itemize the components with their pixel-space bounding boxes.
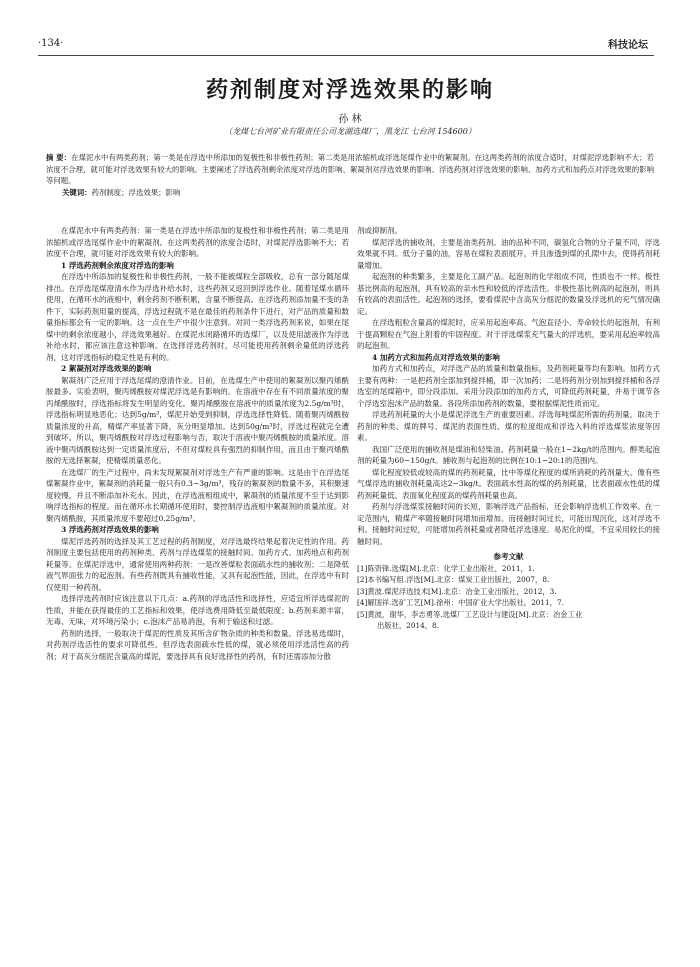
body-paragraph: 煤化程度较低或较高的煤的药剂耗量，比中等煤化程度的煤所消耗的药剂量大。像有些气煤浮选的捕收剂耗量高达2~3kg/t。表面疏水性高的煤的药剂耗量，比表面疏水性低的煤药剂耗量低。表面氧化程度高的煤药剂耗量也高。 [357,467,660,500]
body-paragraph: 加药方式和加药点，对浮选产品的质量和数量指标，及药剂耗量等均有影响。加药方式主要有两种：一是把药剂全部加到搅拌桶，即一次加药；二是将药剂分别加到搅拌桶和各浮选室的尾煤箱中，即分段添加。采用分段添加的加药方式，可降低药剂耗量，并易于调节各个浮选室泡沫产品的数量。各段所添加药剂的数量，要根据煤泥性质而定。 [357,364,660,408]
body-paragraph: 絮凝剂广泛应用于浮选尾煤的澄清作业。目前，在选煤生产中使用的絮凝剂以聚丙烯酰胺最多。实验表明，聚丙烯酰胺对煤泥浮选是有影响的。在溶液中存在有不同质量浓度的聚丙烯酰胺时，浮选指标将发生明显的变化。聚丙烯酰胺在溶液中的质量浓度为2.5g/m³时，浮选指标明显地恶化；达到5g/m³，煤泥开始受到抑制，浮选选择性降低。随着聚丙烯酰胺质量浓度的升高，精煤产率显著下降，灰分明显增加。达到50g/m³时，浮选过程就完全遭到破坏。所以，聚丙烯酰胺对浮选过程影响与否，取决于溶液中聚丙烯酰胺的质量浓度。溶液中聚丙烯酰胺达到一定质量浓度后，不但对煤粒具有强烈的抑制作用，而且由于聚丙烯酰胺的无选择絮凝，使精煤质量恶化。 [46,375,349,465]
reference-item [357,609,660,632]
reference-item [357,563,660,575]
abstract [46,152,654,187]
reference-text: [3]黄波.煤泥浮选技术[M].北京：冶金工业出版社，2012，3. [357,586,557,596]
reference-text: [4]解国祥.选矿工艺[M].徐州：中国矿业大学出版社，2011，7. [357,598,564,607]
abstract-block [46,152,654,198]
section-heading: 2 絮凝剂对浮选效果的影响 [61,364,152,373]
body-paragraph: 剂或抑制剂。 [357,226,402,235]
body-paragraph: 选择浮选药剂时应该注意以下几点：a.药剂的浮选活性和选择性，应适宜所浮选煤泥的性质，并能在获得最佳的工艺指标和效果，使浮选费用降低至最低限度；b.药剂来源丰富，无毒、无味，对环境污染小；c.泡沫产品易消泡，有利于输送和过滤。 [46,594,349,626]
reference-item [357,586,660,598]
article-title: 药剂制度对浮选效果的影响 [205,77,494,103]
keywords-label: 关键词： [62,187,92,197]
article-affiliation: （龙煤七台河矿业有限责任公司龙湖选煤厂，黑龙江 七台河 154600） [224,127,476,136]
body-paragraph: 浮选药剂耗量的大小是煤泥浮选生产的重要因素。浮选每吨煤泥所需的药剂量，取决于药剂的种类、煤的牌号、煤泥的表面性质、煤的粒度组成和浮选入料的浮选煤浆浓度等因素。 [357,410,660,442]
body-paragraph: 煤泥浮选的捕收剂，主要是油类药剂。油的品种不同，碳氢化合物的分子量不同，浮选效果就不同。低分子量的油，容易在煤粒表面展开，并且渗透到煤的孔隙中去，使得药剂耗量增加。 [357,237,660,270]
references-list [357,563,660,632]
body-paragraph: 我国广泛使用的捕收剂是煤油和轻柴油。药剂耗量一般在1~2kg/t的范围内。醇类起泡剂的耗量为60~150g/t。捕收剂与起泡剂的比例在10:1~20:1的范围内。 [357,444,660,465]
header-rule [38,55,654,56]
body-paragraph: 在浮选中所添加的复极性和非极性药剂，一般不能被煤粒全部吸收，总有一部分随尾煤排出。在浮选尾煤澄清水作为浮选补给水时，这些药剂又返回到浮选作业。随着尾煤水循环使用，在循环水的液相中，剩余药剂不断积累，含量不断提高。在浮选药剂添加量不变的条件下，实际药剂用量的提高，浮选过程就不是在最佳的药剂条件下进行，对产品的质量和数量指标都会有一定的影响。这一点在生产中很少注意到。对同一类浮选药剂来说，如果在尾煤中的剩余浓度越小，浮选效果越好。在煤泥水闭路循环的选煤厂，以及使用滤液作为浮选补给水时，都应该注意这种影响。在选择浮选药剂时，尽可能使用药剂剩余量低的浮选药剂，这对浮选指标的稳定性是有利的。 [46,272,349,362]
right-column [357,225,660,632]
body-paragraph: 起泡剂的种类繁多，主要是化工副产品。起泡剂的化学组成不同，性质也不一样。极性基比例高的起泡剂，具有较高的亲水性和较低的浮选活性。非极性基比例高的起泡剂，则具有较高的表面活性。起泡剂的选择，要看煤泥中含高灰分细泥的数量及浮选机的充气情况确定。 [357,272,660,316]
page-number: ·134· [38,38,64,49]
keywords [46,187,654,199]
body-paragraph: 在煤泥水中有两类药剂：第一类是在浮选中所添加的复极性和非极性药剂；第二类是用浓缩机或浮选尾煤作业中的絮凝剂。在这两类药剂的浓度合适时，对煤泥浮选影响不大；若浓度不合理，就可能对浮选效果有较大的影响。 [46,226,349,258]
body-paragraph: 在选煤厂的生产过程中，尚未发现絮凝剂对浮选生产有严重的影响。这是由于在浮选尾煤絮凝作业中，絮凝剂的消耗量一般只有0.3~3g/m³，残存的絮凝剂的数量不多，其积聚速度较慢，并且不断添加补充水。因此，在浮选液相组成中，絮凝剂的质量浓度不至于达到影响浮选指标的程度。而在循环水长期循环使用时，要控制浮选液相中絮凝剂的质量浓度。对聚丙烯酰胺，其质量浓度不要超过0.25g/m³。 [46,467,349,523]
abstract-text: 在煤泥水中有两类药剂；第一类是在浮选中所添加的复极性和非极性药剂；第二类是用浓缩机或浮选尾煤作业中的絮凝剂。在这两类药剂的浓度合适时，对煤泥浮选影响不大；若浓度不合理，就可能对浮选效果有较大的影响。主要阐述了浮选药剂剩余浓度对浮选的影响、絮凝剂对浮选效果的影响、浮选药剂对浮选效果的影响、加药方式和加药点对浮选效果的影响等问题。 [46,153,655,185]
body-paragraph: 在浮选粗粒含量高的煤泥时，应采用起泡率高、气泡直径小、寿命较长的起泡剂，有利于提高颗粒在气泡上附着的牢固程度。对于浮选煤浆充气量大的浮选机，要采用起泡率较高的起泡剂。 [357,318,660,350]
body-paragraph: 药剂的选择，一般取决于煤泥的性质及其所含矿物杂质的种类和数量。浮选易选煤时，对药剂浮选活性的要求可降低些。但浮选表面疏水性低的煤，就必须使用浮选活性高的药剂；对于高灰分细泥含量高的煤泥，要选择具有良好选择性的药剂，有时还需添加分散 [46,628,349,661]
section-heading: 1 浮选药剂剩余浓度对浮选的影响 [61,260,174,270]
reference-text: [5]黄波，谢华，李志勇等.选煤厂工艺设计与建设[M].北京：冶金工业 [357,609,583,619]
right-column-body [357,225,660,547]
body-paragraph: 煤泥浮选药剂的选择及其工艺过程的药剂制度，对浮选最终结果起着决定性的作用。药剂制度主要包括使用的药剂种类、药剂与浮选煤浆的接触时间、加药方式、加药地点和药剂耗量等。在煤泥浮选中，通常使用两种药剂：一是改善煤粒表面疏水性的捕收剂；二是降低液气界面张力的起泡剂。有些药剂既具有捕收性能，又具有起泡性能，因此，在浮选中有时仅使用一种药剂。 [46,536,349,592]
references-title: 参考文献 [493,552,524,561]
keywords-text: 药剂制度；浮选效果；影响 [91,187,181,197]
section-heading: 3 浮选药剂对浮选效果的影响 [61,525,159,534]
reference-text: [1]陈资锋.选煤[M].北京：化学工业出版社，2011，1. [357,563,535,573]
reference-text-cont: 出版社，2014，8. [377,621,440,630]
column-name: 科技论坛 [608,40,648,51]
article-author: 孙 林 [338,114,362,125]
reference-text: [2]本书编写组.浮选[M].北京：煤炭工业出版社，2007，8. [357,575,550,584]
reference-item [357,597,660,609]
abstract-label: 摘 要： [46,153,72,162]
left-column [46,225,349,662]
section-heading: 4 加药方式和加药点对浮选效果的影响 [372,352,500,362]
reference-item [357,574,660,586]
body-paragraph: 药剂与浮选煤浆接触时间的长短，影响浮选产品指标，还会影响浮选机工作效率。在一定范围内，精煤产率随接触时间增加而增加。而接触时间过长，可能出现沉化，这对浮选不利。接触时间过短，可能增加药剂耗量或者降低浮选速度。易泥化的煤，不宜采用较长的接触时间。 [357,502,660,546]
